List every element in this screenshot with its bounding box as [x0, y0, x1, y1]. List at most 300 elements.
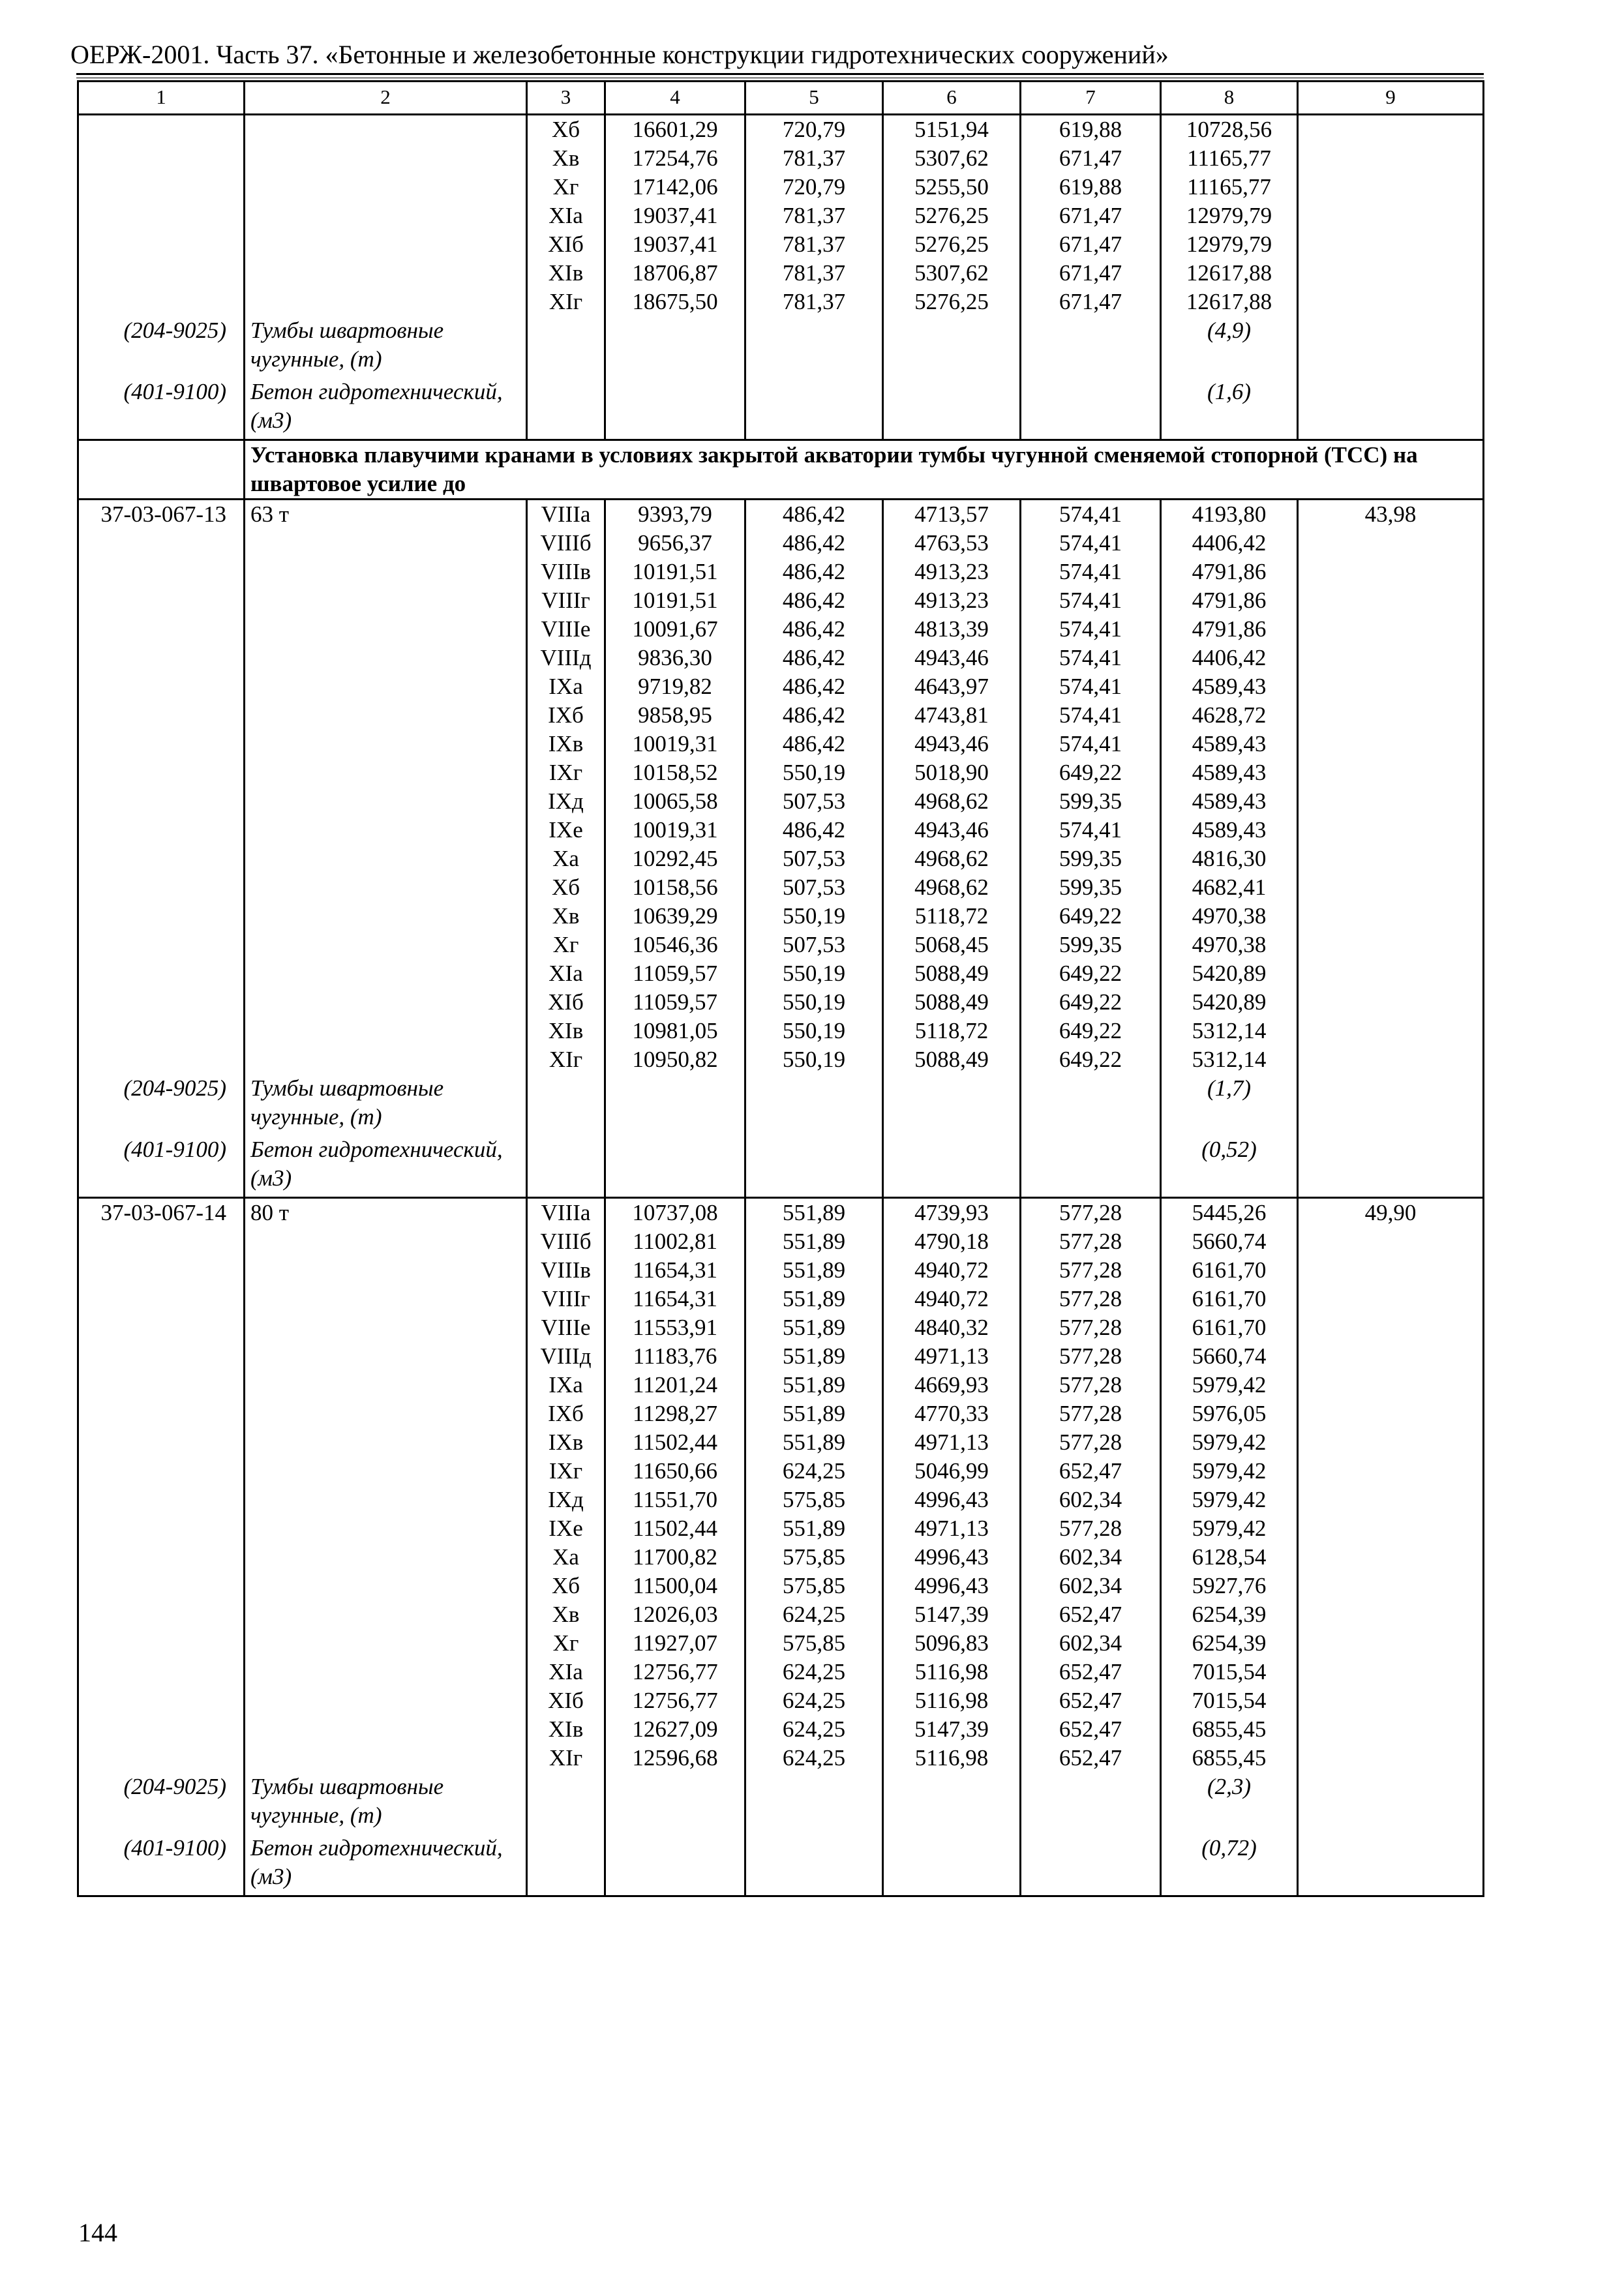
price-cell: 11700,82 — [605, 1543, 745, 1572]
price-cell: 507,53 — [745, 873, 883, 902]
price-cell: 10019,31 — [605, 730, 745, 758]
price-cell: 5420,89 — [1161, 959, 1298, 988]
price-cell: 486,42 — [745, 644, 883, 672]
labor-cell — [1298, 1629, 1484, 1658]
price-cell: 649,22 — [1021, 959, 1161, 988]
price-cell: 551,89 — [745, 1399, 883, 1428]
section-heading-row — [78, 440, 1484, 500]
price-cell: 4791,86 — [1161, 615, 1298, 644]
column-number: 1 — [78, 82, 245, 115]
price-cell: 11654,31 — [605, 1256, 745, 1285]
rate-name-cell — [245, 816, 527, 845]
zone-cell: IХг — [527, 758, 605, 787]
rate-code-cell — [78, 1399, 245, 1428]
price-cell: 10737,08 — [605, 1198, 745, 1228]
rate-code-cell — [78, 202, 245, 230]
resource-row — [78, 1773, 1484, 1834]
table-row — [78, 1428, 1484, 1457]
price-cell: 5312,14 — [1161, 1017, 1298, 1045]
table-row — [78, 288, 1484, 316]
table-row — [78, 1256, 1484, 1285]
rate-name-cell — [245, 1600, 527, 1629]
labor-cell — [1298, 988, 1484, 1017]
rate-code-cell — [78, 1457, 245, 1486]
price-cell: 599,35 — [1021, 931, 1161, 959]
rate-name-cell — [245, 586, 527, 615]
price-cell: 574,41 — [1021, 701, 1161, 730]
column-number: 6 — [883, 82, 1021, 115]
labor-cell — [1298, 902, 1484, 931]
table-row — [78, 730, 1484, 758]
price-cell: 4968,62 — [883, 873, 1021, 902]
labor-cell — [1298, 1686, 1484, 1715]
table-row — [78, 1486, 1484, 1514]
rate-code-cell — [78, 845, 245, 873]
table-row — [78, 644, 1484, 672]
empty-cell — [883, 1834, 1021, 1896]
resource-code-cell: (401-9100) — [78, 378, 245, 440]
price-cell: 10191,51 — [605, 586, 745, 615]
zone-cell: ХIа — [527, 202, 605, 230]
table-row — [78, 701, 1484, 730]
price-cell: 4790,18 — [883, 1227, 1021, 1256]
rate-name-cell — [245, 845, 527, 873]
column-number: 3 — [527, 82, 605, 115]
price-cell: 671,47 — [1021, 288, 1161, 316]
price-cell: 486,42 — [745, 730, 883, 758]
table-row — [78, 1715, 1484, 1744]
price-cell: 720,79 — [745, 115, 883, 145]
price-cell: 4913,23 — [883, 558, 1021, 586]
rate-code-cell — [78, 1686, 245, 1715]
rate-code-cell — [78, 1428, 245, 1457]
price-cell: 4968,62 — [883, 787, 1021, 816]
labor-cell — [1298, 816, 1484, 845]
empty-cell — [78, 440, 245, 500]
table-row — [78, 144, 1484, 173]
rate-name-cell — [245, 1313, 527, 1342]
labor-cell — [1298, 1342, 1484, 1371]
price-cell: 12979,79 — [1161, 230, 1298, 259]
price-cell: 4971,13 — [883, 1514, 1021, 1543]
empty-cell — [605, 316, 745, 378]
price-cell: 550,19 — [745, 1045, 883, 1074]
price-cell: 671,47 — [1021, 230, 1161, 259]
rate-name-cell — [245, 644, 527, 672]
price-cell: 4996,43 — [883, 1572, 1021, 1600]
rate-code-cell: 37-03-067-13 — [78, 500, 245, 530]
price-cell: 577,28 — [1021, 1198, 1161, 1228]
price-cell: 5116,98 — [883, 1744, 1021, 1773]
price-cell: 4840,32 — [883, 1313, 1021, 1342]
price-cell: 18706,87 — [605, 259, 745, 288]
rate-code-cell — [78, 988, 245, 1017]
price-cell: 575,85 — [745, 1629, 883, 1658]
labor-cell — [1298, 1428, 1484, 1457]
price-cell: 781,37 — [745, 230, 883, 259]
resource-code-cell: (401-9100) — [78, 1135, 245, 1198]
price-cell: 624,25 — [745, 1744, 883, 1773]
empty-cell — [1021, 316, 1161, 378]
price-cell: 624,25 — [745, 1658, 883, 1686]
price-cell: 551,89 — [745, 1313, 883, 1342]
rate-code-cell — [78, 288, 245, 316]
labor-cell — [1298, 1371, 1484, 1399]
price-cell: 649,22 — [1021, 1017, 1161, 1045]
price-cell: 10158,56 — [605, 873, 745, 902]
price-cell: 5660,74 — [1161, 1342, 1298, 1371]
empty-cell — [1298, 1135, 1484, 1198]
table-row — [78, 1658, 1484, 1686]
rate-code-cell — [78, 1514, 245, 1543]
table-row — [78, 931, 1484, 959]
price-cell: 9393,79 — [605, 500, 745, 530]
price-cell: 5018,90 — [883, 758, 1021, 787]
rate-code-cell — [78, 1744, 245, 1773]
rates-table — [77, 80, 1484, 1897]
price-cell: 671,47 — [1021, 202, 1161, 230]
empty-cell — [745, 378, 883, 440]
price-cell: 4940,72 — [883, 1285, 1021, 1313]
column-number: 4 — [605, 82, 745, 115]
rate-name-cell — [245, 259, 527, 288]
table-row — [78, 558, 1484, 586]
rate-name-cell — [245, 558, 527, 586]
table-row — [78, 1543, 1484, 1572]
price-cell: 671,47 — [1021, 144, 1161, 173]
labor-cell — [1298, 558, 1484, 586]
price-cell: 550,19 — [745, 902, 883, 931]
zone-cell: ХIв — [527, 259, 605, 288]
price-cell: 551,89 — [745, 1285, 883, 1313]
labor-cell — [1298, 959, 1484, 988]
price-cell: 5118,72 — [883, 1017, 1021, 1045]
rate-code-cell — [78, 230, 245, 259]
price-cell: 5118,72 — [883, 902, 1021, 931]
price-cell: 4968,62 — [883, 845, 1021, 873]
resource-name-cell: Тумбы швартовные чугунные, (т) — [245, 316, 527, 378]
rate-name-cell — [245, 959, 527, 988]
empty-cell — [605, 378, 745, 440]
rate-name-cell — [245, 1629, 527, 1658]
price-cell: 551,89 — [745, 1514, 883, 1543]
empty-cell — [527, 378, 605, 440]
resource-row — [78, 316, 1484, 378]
zone-cell: VIIIб — [527, 1227, 605, 1256]
empty-cell — [883, 378, 1021, 440]
labor-cell — [1298, 1572, 1484, 1600]
price-cell: 577,28 — [1021, 1227, 1161, 1256]
zone-cell: Хб — [527, 1572, 605, 1600]
zone-cell: Хб — [527, 115, 605, 145]
zone-cell: IХа — [527, 672, 605, 701]
labor-cell — [1298, 701, 1484, 730]
price-cell: 7015,54 — [1161, 1686, 1298, 1715]
price-cell: 19037,41 — [605, 230, 745, 259]
price-cell: 10546,36 — [605, 931, 745, 959]
rate-name-cell — [245, 787, 527, 816]
price-cell: 551,89 — [745, 1371, 883, 1399]
rate-name-cell — [245, 115, 527, 145]
empty-cell — [745, 1074, 883, 1135]
rate-name-cell — [245, 701, 527, 730]
empty-cell — [605, 1834, 745, 1896]
zone-cell: Хв — [527, 1600, 605, 1629]
price-cell: 4943,46 — [883, 816, 1021, 845]
price-cell: 624,25 — [745, 1686, 883, 1715]
price-cell: 671,47 — [1021, 259, 1161, 288]
table-row — [78, 787, 1484, 816]
price-cell: 599,35 — [1021, 873, 1161, 902]
price-cell: 6254,39 — [1161, 1600, 1298, 1629]
price-cell: 11551,70 — [605, 1486, 745, 1514]
price-cell: 602,34 — [1021, 1572, 1161, 1600]
empty-cell — [605, 1135, 745, 1198]
rate-name-cell — [245, 529, 527, 558]
price-cell: 4589,43 — [1161, 787, 1298, 816]
price-cell: 5660,74 — [1161, 1227, 1298, 1256]
zone-cell: ХIг — [527, 288, 605, 316]
price-cell: 652,47 — [1021, 1658, 1161, 1686]
labor-cell — [1298, 1285, 1484, 1313]
labor-cell — [1298, 644, 1484, 672]
price-cell: 577,28 — [1021, 1342, 1161, 1371]
price-cell: 9858,95 — [605, 701, 745, 730]
table-row — [78, 202, 1484, 230]
price-cell: 486,42 — [745, 500, 883, 530]
labor-cell — [1298, 1715, 1484, 1744]
rate-name-cell — [245, 288, 527, 316]
price-cell: 7015,54 — [1161, 1658, 1298, 1686]
price-cell: 602,34 — [1021, 1486, 1161, 1514]
zone-cell: IХд — [527, 1486, 605, 1514]
rate-name-cell — [245, 1572, 527, 1600]
price-cell: 781,37 — [745, 144, 883, 173]
rate-name-cell — [245, 1045, 527, 1074]
price-cell: 4971,13 — [883, 1342, 1021, 1371]
table-row — [78, 1514, 1484, 1543]
labor-cell — [1298, 230, 1484, 259]
table-row — [78, 529, 1484, 558]
price-cell: 6855,45 — [1161, 1715, 1298, 1744]
labor-cell — [1298, 259, 1484, 288]
price-cell: 649,22 — [1021, 1045, 1161, 1074]
price-cell: 5096,83 — [883, 1629, 1021, 1658]
rate-name-cell — [245, 988, 527, 1017]
table-row — [78, 1572, 1484, 1600]
price-cell: 602,34 — [1021, 1543, 1161, 1572]
price-cell: 4669,93 — [883, 1371, 1021, 1399]
empty-cell — [745, 1773, 883, 1834]
labor-cell — [1298, 202, 1484, 230]
zone-cell: ХIб — [527, 1686, 605, 1715]
price-cell: 5976,05 — [1161, 1399, 1298, 1428]
rate-code-cell — [78, 558, 245, 586]
resource-name-cell: Бетон гидротехнический, (м3) — [245, 378, 527, 440]
rate-code-cell — [78, 701, 245, 730]
table-row — [78, 500, 1484, 530]
rate-code-cell — [78, 1486, 245, 1514]
price-cell: 5420,89 — [1161, 988, 1298, 1017]
price-cell: 4193,80 — [1161, 500, 1298, 530]
rate-code-cell — [78, 586, 245, 615]
rate-code-cell — [78, 758, 245, 787]
labor-cell — [1298, 873, 1484, 902]
rate-name-cell — [245, 1017, 527, 1045]
labor-cell — [1298, 1313, 1484, 1342]
price-cell: 574,41 — [1021, 586, 1161, 615]
price-cell: 551,89 — [745, 1428, 883, 1457]
rate-code-cell — [78, 1313, 245, 1342]
table-row — [78, 1342, 1484, 1371]
price-cell: 5088,49 — [883, 1045, 1021, 1074]
rate-code-cell — [78, 173, 245, 202]
column-number: 2 — [245, 82, 527, 115]
labor-cell — [1298, 1045, 1484, 1074]
rate-code-cell — [78, 115, 245, 145]
price-cell: 5307,62 — [883, 259, 1021, 288]
rate-code-cell — [78, 615, 245, 644]
price-cell: 575,85 — [745, 1486, 883, 1514]
empty-cell — [1021, 1074, 1161, 1135]
zone-cell: VIIIв — [527, 558, 605, 586]
empty-cell — [527, 1773, 605, 1834]
empty-cell — [1298, 378, 1484, 440]
price-cell: 5276,25 — [883, 202, 1021, 230]
zone-cell: Хв — [527, 144, 605, 173]
price-cell: 574,41 — [1021, 672, 1161, 701]
table-row — [78, 1017, 1484, 1045]
price-cell: 551,89 — [745, 1227, 883, 1256]
resource-row — [78, 1135, 1484, 1198]
table-row — [78, 1744, 1484, 1773]
price-cell: 11502,44 — [605, 1428, 745, 1457]
empty-cell — [527, 1135, 605, 1198]
empty-cell — [1298, 316, 1484, 378]
table-row — [78, 1371, 1484, 1399]
table-row — [78, 902, 1484, 931]
price-cell: 4406,42 — [1161, 529, 1298, 558]
rate-name-cell — [245, 1428, 527, 1457]
labor-cell — [1298, 730, 1484, 758]
table-row — [78, 758, 1484, 787]
zone-cell: ХIа — [527, 1658, 605, 1686]
zone-cell: VIIIа — [527, 1198, 605, 1228]
price-cell: 550,19 — [745, 758, 883, 787]
price-cell: 649,22 — [1021, 988, 1161, 1017]
labor-cell — [1298, 173, 1484, 202]
zone-cell: ХIв — [527, 1017, 605, 1045]
price-cell: 781,37 — [745, 259, 883, 288]
price-cell: 5979,42 — [1161, 1428, 1298, 1457]
price-cell: 17142,06 — [605, 173, 745, 202]
zone-cell: Хг — [527, 931, 605, 959]
resource-row — [78, 1834, 1484, 1896]
empty-cell — [1298, 1834, 1484, 1896]
empty-cell — [883, 1773, 1021, 1834]
zone-cell: VIIIд — [527, 1342, 605, 1371]
price-cell: 11500,04 — [605, 1572, 745, 1600]
column-number: 7 — [1021, 82, 1161, 115]
price-cell: 4739,93 — [883, 1198, 1021, 1228]
rate-name-cell — [245, 1658, 527, 1686]
zone-cell: IХа — [527, 1371, 605, 1399]
price-cell: 11927,07 — [605, 1629, 745, 1658]
zone-cell: Хг — [527, 173, 605, 202]
column-number: 9 — [1298, 82, 1484, 115]
rate-name-cell — [245, 902, 527, 931]
zone-cell: Хв — [527, 902, 605, 931]
price-cell: 11059,57 — [605, 959, 745, 988]
price-cell: 9836,30 — [605, 644, 745, 672]
price-cell: 5979,42 — [1161, 1486, 1298, 1514]
empty-cell — [1021, 1135, 1161, 1198]
price-cell: 5445,26 — [1161, 1198, 1298, 1228]
price-cell: 720,79 — [745, 173, 883, 202]
price-cell: 4682,41 — [1161, 873, 1298, 902]
price-cell: 599,35 — [1021, 787, 1161, 816]
table-row — [78, 1198, 1484, 1228]
rate-name-cell — [245, 1457, 527, 1486]
empty-cell — [527, 1834, 605, 1896]
labor-cell — [1298, 1600, 1484, 1629]
labor-cell — [1298, 1514, 1484, 1543]
price-cell: 4940,72 — [883, 1256, 1021, 1285]
rate-code-cell: 37-03-067-14 — [78, 1198, 245, 1228]
rate-code-cell — [78, 529, 245, 558]
table-row — [78, 230, 1484, 259]
price-cell: 551,89 — [745, 1342, 883, 1371]
rate-code-cell — [78, 959, 245, 988]
price-cell: 4643,97 — [883, 672, 1021, 701]
price-cell: 652,47 — [1021, 1686, 1161, 1715]
resource-code-cell: (401-9100) — [78, 1834, 245, 1896]
price-cell: 619,88 — [1021, 115, 1161, 145]
table-row — [78, 173, 1484, 202]
price-cell: 11183,76 — [605, 1342, 745, 1371]
labor-cell — [1298, 1543, 1484, 1572]
price-cell: 577,28 — [1021, 1256, 1161, 1285]
zone-cell: IХг — [527, 1457, 605, 1486]
rate-name-cell — [245, 672, 527, 701]
price-cell: 5255,50 — [883, 173, 1021, 202]
price-cell: 4943,46 — [883, 730, 1021, 758]
price-cell: 4770,33 — [883, 1399, 1021, 1428]
rate-name-cell — [245, 758, 527, 787]
empty-cell — [605, 1074, 745, 1135]
zone-cell: VIIIг — [527, 1285, 605, 1313]
rate-code-cell — [78, 144, 245, 173]
table-row — [78, 816, 1484, 845]
price-cell: 4763,53 — [883, 529, 1021, 558]
resource-code-cell: (204-9025) — [78, 1773, 245, 1834]
rate-code-cell — [78, 873, 245, 902]
price-cell: 551,89 — [745, 1256, 883, 1285]
empty-cell — [1021, 1773, 1161, 1834]
price-cell: 649,22 — [1021, 758, 1161, 787]
rate-code-cell — [78, 259, 245, 288]
zone-cell: ХIв — [527, 1715, 605, 1744]
price-cell: 486,42 — [745, 672, 883, 701]
price-cell: 11201,24 — [605, 1371, 745, 1399]
zone-cell: VIIIб — [527, 529, 605, 558]
price-cell: 619,88 — [1021, 173, 1161, 202]
labor-cell — [1298, 1457, 1484, 1486]
price-cell: 11059,57 — [605, 988, 745, 1017]
labor-cell — [1298, 845, 1484, 873]
price-cell: 5307,62 — [883, 144, 1021, 173]
rate-name-cell: 63 т — [245, 500, 527, 530]
